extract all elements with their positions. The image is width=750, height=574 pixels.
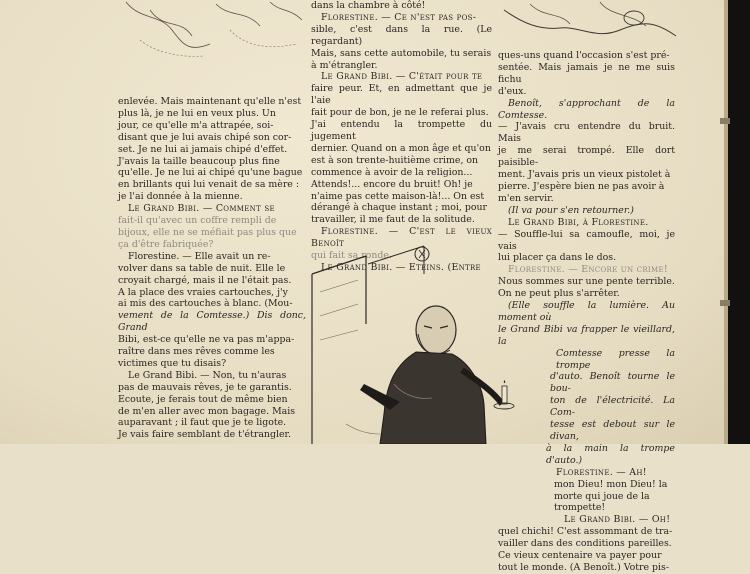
speaker-line: Le Grand Bibi. — Eteins. (Entre (321, 261, 481, 273)
col2-line: commence à avoir de la religion... (311, 166, 473, 178)
col1-line: volver dans sa table de nuit. Elle le (118, 262, 286, 274)
col3-line: Ce vieux centenaire va payer pour (498, 550, 662, 562)
col3-line: ment. J'avais pris un vieux pistolet à (498, 169, 671, 181)
col1-line: en brillants qui lui venait de sa mère : (118, 179, 299, 191)
speaker-line: Florestine. — Encore un crime! (508, 264, 668, 276)
speaker-line: Le Grand Bibi. — C'était pour te (321, 71, 483, 83)
col1-line: disant que je lui avais chipé son cor- (118, 131, 292, 143)
col2-line: fait pour de bon, je ne le referai plus. (311, 107, 489, 119)
speaker-line: Le Grand Bibi. — Comment se (128, 203, 275, 215)
col3-line: m'en servir. (498, 192, 554, 204)
speaker-line: Le Grand Bibi. — Oh! (564, 514, 671, 526)
col1-line: victimes que tu disais? (118, 357, 227, 369)
right-edge-strip (728, 0, 750, 444)
speaker-line: Benoît, s'approchant de la Comtesse. (498, 97, 675, 121)
speaker-line: Le Grand Bibi, à Florestine. (508, 216, 649, 228)
col3-line: mon Dieu! mon Dieu! la (554, 478, 668, 490)
col1-line: jour, ce qu'elle m'a attrapée, soi- (118, 119, 274, 131)
col1-line: J'avais la taille beaucoup plus fine (118, 155, 280, 167)
top-left-illustration (120, 0, 306, 64)
col3-line: vailler dans des conditions pareilles. (498, 538, 672, 550)
stage-direction: le Grand Bibi va frapper le vieillard, la (498, 323, 675, 347)
col3-line: pierre. J'espère bien ne pas avoir à (498, 180, 665, 192)
text-column-3 (498, 50, 675, 574)
stage-direction: vement de la Comtesse.) Dis donc, Grand (118, 310, 306, 334)
right-edge-notch (720, 300, 730, 306)
col3-line: On ne peut plus s'arrêter. (498, 288, 620, 300)
col2-line: Attends!... encore du bruit! Oh! je (311, 178, 473, 190)
col3-line: — J'avais cru entendre du bruit. Mais (498, 121, 675, 145)
stage-direction: ton de l'électricité. La Com- (550, 395, 675, 419)
col2-line: dernier. Quand on a mon âge et qu'on (311, 142, 491, 154)
col3-line: tout le monde. (A Benoît.) Votre pis- (498, 561, 670, 573)
col1-line: Bibi, est-ce qu'elle ne va pas m'appa- (118, 334, 295, 346)
col2-line: Mais, sans cette automobile, tu serais (311, 47, 492, 59)
col2-line: dans la chambre à côté! (311, 0, 426, 11)
col3-line: quel chichi! C'est assommant de tra- (498, 526, 673, 538)
col1-line: fait-il qu'avec un coffre rempli de (118, 215, 277, 227)
text-column-1 (118, 96, 306, 441)
col1-line: de m'en aller avec mon bagage. Mais (118, 405, 296, 417)
speaker-line: Florestine. — Ce n'est pas pos- (321, 11, 477, 23)
col3-line: ques-uns quand l'occasion s'est pré- (498, 50, 670, 61)
col1-line: Ecoute, je ferais tout de même bien (118, 393, 288, 405)
col1-line: je l'ai donnée à la mienne. (118, 191, 243, 203)
col3-line: je me serai trompé. Elle dort paisible- (498, 145, 675, 169)
col2-line: n'aime pas cette maison-là!... On est (311, 190, 485, 202)
stage-direction: à la main la trompe d'auto.) (546, 442, 675, 466)
col2-line: à m'étrangler. (311, 59, 378, 71)
col1-line: raître dans mes rêves comme les (118, 346, 275, 358)
top-right-illustration (500, 0, 678, 48)
speaker-line: Florestine. — Ah! (556, 466, 647, 478)
col1-line: bijoux, elle ne se méfiait pas plus que (118, 226, 297, 238)
col1-line: set. Je ne lui ai jamais chipé d'effet. (118, 143, 288, 155)
col1-line: croyait chargé, mais il ne l'était pas. (118, 274, 292, 286)
col1-line: plus là, je ne lui en veux plus. Un (118, 107, 276, 119)
central-illustration (306, 234, 518, 444)
col1-line: Je vais faire semblant de t'étrangler. (118, 429, 291, 441)
col2-line: J'ai entendu la trompette du jugement (311, 119, 492, 142)
col2-line: faire peur. Et, en admettant que je l'aie (311, 83, 492, 107)
col1-line: A la place des vraies cartouches, j'y (118, 286, 288, 298)
col3-line: — Souffle-lui sa camoufle, moi, je vais (498, 228, 675, 252)
col1-line: enlevée. Mais maintenant qu'elle n'est (118, 96, 302, 107)
col3-line: trompette! (554, 502, 606, 514)
col1-line: pas de mauvais rêves, je te garantis. (118, 381, 292, 393)
col1-line: qu'elle. Je ne lui ai chipé qu'une bague (118, 167, 303, 179)
stage-direction: (Elle souffle la lumière. Au moment où (498, 300, 675, 323)
speaker-line: Florestine. — C'est le vieux Benoît (311, 226, 492, 250)
col2-line: qui fait sa ronde. (311, 250, 392, 262)
col3-line: sentée. Mais jamais je ne me suis fichu (498, 61, 675, 85)
speaker-line: Le Grand Bibi. — Non, tu n'auras (128, 369, 287, 381)
col2-line: sible, c'est dans la rue. (Le regardant) (311, 23, 492, 47)
col1-line: ça d'être fabriquée? (118, 238, 214, 250)
col2-line: dérangé à chaque instant ; moi, pour (311, 202, 487, 214)
col1-line: ai mis des cartouches à blanc. (Mou- (118, 298, 293, 310)
col1-line: auparavant ; il faut que je te ligote. (118, 417, 287, 429)
stage-direction: d'auto. Benoît tourne le bou- (550, 371, 675, 395)
text-column-2 (311, 0, 492, 274)
col2-line: est à son trente-huitième crime, on (311, 154, 479, 166)
col3-line: lui placer ça dans le dos. (498, 252, 617, 264)
col2-line: travailler, il me faut de la solitude. (311, 214, 475, 226)
stage-direction: (Il va pour s'en retourner.) (508, 204, 634, 216)
col3-line: d'eux. (498, 85, 527, 97)
col3-line: Nous sommes sur une pente terrible. (498, 276, 675, 288)
col3-line: morte qui joue de la (554, 490, 650, 502)
right-edge-notch (720, 118, 730, 124)
speaker-line: Florestine. — Elle avait un re- (128, 250, 271, 262)
stage-direction: Comtesse presse la trompe (556, 347, 675, 371)
stage-direction: tesse est debout sur le divan, (550, 419, 675, 442)
